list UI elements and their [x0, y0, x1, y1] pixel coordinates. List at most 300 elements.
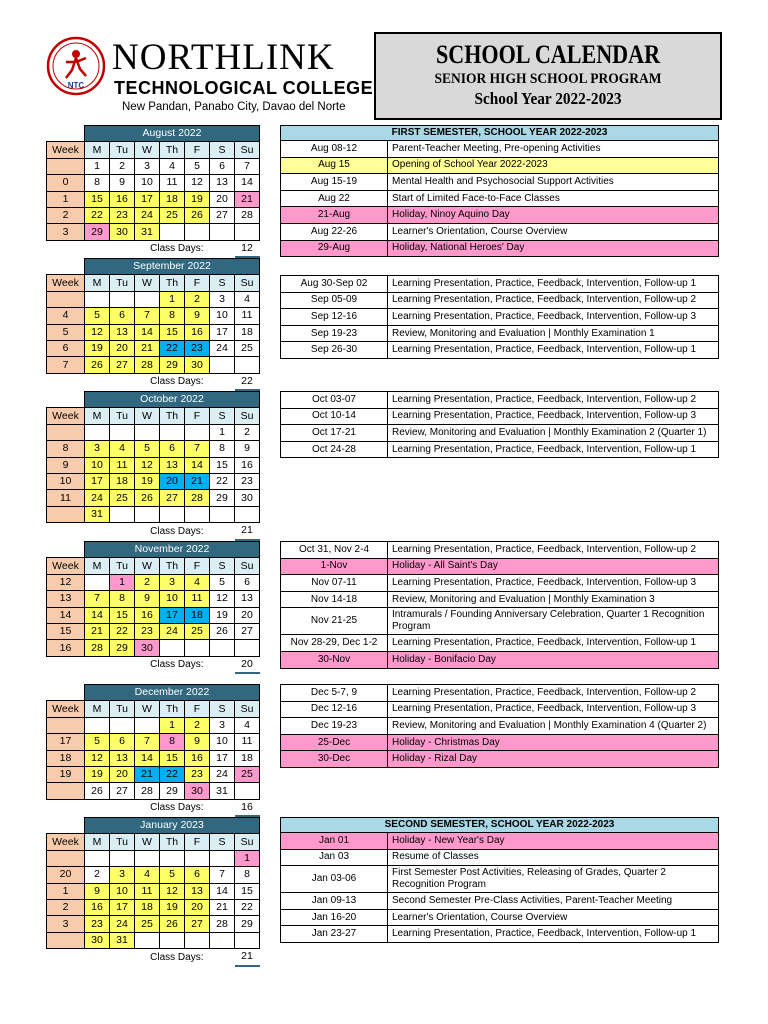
week-row	[47, 783, 260, 799]
day-cell: 5	[210, 574, 235, 590]
class-days-label: Class Days:	[150, 376, 204, 388]
day-cell: 16	[85, 899, 110, 915]
day-cell: 17	[135, 191, 160, 207]
day-header: W	[135, 408, 160, 424]
week-row	[47, 734, 260, 750]
day-cell: 30	[85, 932, 110, 948]
event-date: Nov 14-18	[281, 591, 388, 608]
month-title: September 2022	[85, 259, 260, 275]
day-cell: 25	[160, 207, 185, 223]
week-row	[47, 640, 260, 656]
day-cell: 6	[110, 308, 135, 324]
day-cell: 29	[110, 640, 135, 656]
day-cell	[160, 850, 185, 866]
day-cell: 23	[85, 916, 110, 932]
day-header: Su	[235, 408, 260, 424]
event-description: Learning Presentation, Practice, Feedback, Intervention, Follow-up 1	[388, 342, 719, 359]
event-description: Holiday - Rizal Day	[388, 751, 719, 768]
day-cell: 5	[85, 308, 110, 324]
week-row	[47, 175, 260, 191]
day-cell: 13	[110, 750, 135, 766]
class-days-label: Class Days:	[150, 659, 204, 671]
day-cell: 22	[85, 207, 110, 223]
semester-header: SECOND SEMESTER, SCHOOL YEAR 2022-2023	[281, 818, 719, 833]
week-number: 9	[47, 457, 85, 473]
event-date: Oct 10-14	[281, 408, 388, 425]
day-cell: 23	[185, 766, 210, 782]
event-description: Review, Monitoring and Evaluation | Monthly Examination 4 (Quarter 2)	[388, 718, 719, 735]
event-description: Learning Presentation, Practice, Feedback, Intervention, Follow-up 3	[388, 408, 719, 425]
day-cell: 14	[135, 750, 160, 766]
day-cell: 8	[160, 734, 185, 750]
day-cell: 1	[210, 424, 235, 440]
day-cell: 21	[85, 623, 110, 639]
month-calendar	[46, 541, 260, 674]
event-description: Resume of Classes	[388, 849, 719, 866]
event-description: Learning Presentation, Practice, Feedback, Intervention, Follow-up 2	[388, 392, 719, 409]
class-days-value: 16	[235, 799, 260, 816]
week-row	[47, 158, 260, 174]
day-header: Tu	[110, 142, 135, 158]
day-header: Su	[235, 834, 260, 850]
day-cell: 16	[185, 750, 210, 766]
day-cell	[185, 640, 210, 656]
day-cell: 28	[85, 640, 110, 656]
day-cell: 18	[110, 473, 135, 489]
day-cell	[160, 506, 185, 522]
day-cell: 10	[135, 175, 160, 191]
event-row	[281, 893, 719, 910]
event-description: Learning Presentation, Practice, Feedback, Intervention, Follow-up 1	[388, 926, 719, 943]
day-cell	[110, 850, 135, 866]
day-cell	[85, 291, 110, 307]
day-cell: 5	[185, 158, 210, 174]
day-cell: 15	[85, 191, 110, 207]
day-cell: 10	[85, 457, 110, 473]
event-date: Aug 15-19	[281, 174, 388, 191]
day-cell: 21	[135, 340, 160, 356]
day-cell: 25	[235, 766, 260, 782]
day-cell: 7	[235, 158, 260, 174]
day-cell: 1	[110, 574, 135, 590]
day-cell	[135, 717, 160, 733]
event-description: Learning Presentation, Practice, Feedback, Intervention, Follow-up 1	[388, 635, 719, 652]
day-cell: 19	[85, 340, 110, 356]
day-cell: 28	[185, 490, 210, 506]
day-cell: 13	[235, 591, 260, 607]
week-number	[47, 158, 85, 174]
event-table	[280, 817, 719, 943]
day-cell: 14	[135, 324, 160, 340]
day-cell: 6	[210, 158, 235, 174]
event-date: Nov 07-11	[281, 575, 388, 592]
day-cell	[235, 640, 260, 656]
day-cell: 12	[160, 883, 185, 899]
day-header: Su	[235, 142, 260, 158]
event-date: 30-Dec	[281, 751, 388, 768]
day-cell: 16	[235, 457, 260, 473]
week-number: 15	[47, 623, 85, 639]
day-cell: 27	[110, 357, 135, 373]
day-cell: 8	[160, 308, 185, 324]
week-row	[47, 490, 260, 506]
week-row	[47, 224, 260, 240]
day-cell: 7	[85, 591, 110, 607]
week-row	[47, 457, 260, 473]
day-cell: 2	[85, 867, 110, 883]
day-cell: 12	[85, 324, 110, 340]
event-date: Aug 15	[281, 157, 388, 174]
day-cell	[185, 224, 210, 240]
week-number: 8	[47, 441, 85, 457]
week-header: Week	[47, 558, 85, 574]
event-row	[281, 926, 719, 943]
day-cell	[85, 574, 110, 590]
day-cell: 16	[110, 191, 135, 207]
day-cell: 4	[160, 158, 185, 174]
day-cell: 31	[85, 506, 110, 522]
day-header: Th	[160, 142, 185, 158]
day-header: Tu	[110, 701, 135, 717]
event-date: Jan 03	[281, 849, 388, 866]
week-row	[47, 623, 260, 639]
event-row	[281, 392, 719, 409]
day-cell: 21	[235, 191, 260, 207]
day-cell: 4	[235, 291, 260, 307]
day-cell: 7	[135, 308, 160, 324]
college-subtitle: TECHNOLOGICAL COLLEGE	[114, 78, 374, 98]
event-row	[281, 276, 719, 293]
day-cell	[135, 291, 160, 307]
day-cell: 20	[160, 473, 185, 489]
week-header: Week	[47, 834, 85, 850]
day-cell	[160, 932, 185, 948]
day-cell: 13	[160, 457, 185, 473]
day-cell: 29	[235, 916, 260, 932]
day-cell: 15	[160, 324, 185, 340]
day-cell: 22	[210, 473, 235, 489]
day-cell	[185, 424, 210, 440]
week-row	[47, 574, 260, 590]
day-cell: 2	[185, 717, 210, 733]
day-cell: 24	[85, 490, 110, 506]
day-cell: 24	[160, 623, 185, 639]
event-date: 29-Aug	[281, 240, 388, 257]
day-cell	[235, 932, 260, 948]
day-cell: 8	[210, 441, 235, 457]
week-number: 17	[47, 734, 85, 750]
day-cell: 5	[160, 867, 185, 883]
week-row	[47, 867, 260, 883]
event-row	[281, 425, 719, 442]
event-row	[281, 325, 719, 342]
day-cell: 26	[210, 623, 235, 639]
event-description: Holiday - New Year's Day	[388, 833, 719, 850]
event-date: 21-Aug	[281, 207, 388, 224]
day-cell: 27	[110, 783, 135, 799]
day-cell: 14	[210, 883, 235, 899]
week-row	[47, 207, 260, 223]
day-cell: 24	[210, 340, 235, 356]
month-calendar	[46, 817, 260, 967]
day-header: M	[85, 701, 110, 717]
class-days-label: Class Days:	[150, 525, 204, 537]
event-description: Holiday - Bonifacio Day	[388, 651, 719, 668]
event-row	[281, 591, 719, 608]
day-cell: 9	[85, 883, 110, 899]
week-row	[47, 357, 260, 373]
day-cell: 27	[210, 207, 235, 223]
day-cell	[135, 932, 160, 948]
day-cell	[110, 291, 135, 307]
day-cell: 1	[85, 158, 110, 174]
month-calendar	[46, 125, 260, 258]
day-cell: 3	[160, 574, 185, 590]
event-date: Nov 28-29, Dec 1-2	[281, 635, 388, 652]
day-header: Th	[160, 558, 185, 574]
day-cell: 24	[210, 766, 235, 782]
week-number: 0	[47, 175, 85, 191]
day-cell: 26	[160, 916, 185, 932]
event-date: Dec 19-23	[281, 718, 388, 735]
week-row	[47, 308, 260, 324]
day-cell: 30	[185, 783, 210, 799]
day-cell	[110, 424, 135, 440]
event-table	[280, 275, 719, 359]
event-description: Holiday - All Saint's Day	[388, 558, 719, 575]
event-table	[280, 541, 719, 669]
day-cell: 10	[110, 883, 135, 899]
day-cell: 15	[160, 750, 185, 766]
event-row	[281, 141, 719, 158]
day-cell	[235, 783, 260, 799]
class-days-value: 20	[235, 656, 260, 673]
event-row	[281, 408, 719, 425]
class-days-label: Class Days:	[150, 951, 204, 963]
week-header: Week	[47, 142, 85, 158]
event-description: Parent-Teacher Meeting, Pre-opening Activities	[388, 141, 719, 158]
day-cell: 9	[135, 591, 160, 607]
day-cell: 18	[160, 191, 185, 207]
week-row	[47, 324, 260, 340]
month-calendar	[46, 258, 260, 391]
event-row	[281, 849, 719, 866]
day-cell: 13	[185, 883, 210, 899]
event-row	[281, 718, 719, 735]
week-header: Week	[47, 275, 85, 291]
day-cell: 27	[185, 916, 210, 932]
day-header: M	[85, 834, 110, 850]
class-days-label: Class Days:	[150, 802, 204, 814]
day-cell: 11	[135, 883, 160, 899]
day-header: Su	[235, 275, 260, 291]
event-description: Holiday - Christmas Day	[388, 734, 719, 751]
day-cell: 22	[160, 340, 185, 356]
week-row	[47, 932, 260, 948]
week-row	[47, 607, 260, 623]
day-cell	[235, 357, 260, 373]
week-number: 16	[47, 640, 85, 656]
day-header: Th	[160, 701, 185, 717]
week-number: 14	[47, 607, 85, 623]
day-cell: 17	[210, 324, 235, 340]
day-header: Th	[160, 408, 185, 424]
day-cell: 6	[110, 734, 135, 750]
day-header: W	[135, 558, 160, 574]
event-table	[280, 684, 719, 768]
event-date: 30-Nov	[281, 651, 388, 668]
day-cell: 29	[160, 783, 185, 799]
day-cell: 2	[235, 424, 260, 440]
day-header: Su	[235, 558, 260, 574]
event-description: Intramurals / Founding Anniversary Celebration, Quarter 1 Recognition Program	[388, 608, 719, 635]
week-row	[47, 424, 260, 440]
day-cell	[210, 506, 235, 522]
event-date: Sep 19-23	[281, 325, 388, 342]
event-description: Holiday, Ninoy Aquino Day	[388, 207, 719, 224]
week-row	[47, 473, 260, 489]
day-cell: 11	[235, 734, 260, 750]
day-cell: 3	[110, 867, 135, 883]
day-cell: 9	[110, 175, 135, 191]
day-cell: 26	[85, 783, 110, 799]
day-cell: 30	[135, 640, 160, 656]
day-cell: 25	[235, 340, 260, 356]
day-cell: 17	[85, 473, 110, 489]
day-cell: 5	[135, 441, 160, 457]
day-header: F	[185, 701, 210, 717]
day-cell: 25	[135, 916, 160, 932]
day-cell: 25	[185, 623, 210, 639]
event-table	[280, 391, 719, 458]
day-cell: 7	[185, 441, 210, 457]
day-cell: 4	[135, 867, 160, 883]
day-header: S	[210, 834, 235, 850]
day-cell: 16	[185, 324, 210, 340]
day-cell: 27	[160, 490, 185, 506]
svg-text:NTC: NTC	[67, 81, 85, 90]
week-number: 2	[47, 207, 85, 223]
day-cell: 20	[210, 191, 235, 207]
event-date: Aug 22-26	[281, 223, 388, 240]
event-row	[281, 701, 719, 718]
week-row	[47, 191, 260, 207]
event-description: Learning Presentation, Practice, Feedback, Intervention, Follow-up 2	[388, 292, 719, 309]
day-cell: 23	[235, 473, 260, 489]
day-cell: 12	[210, 591, 235, 607]
day-cell: 4	[235, 717, 260, 733]
event-date: Nov 21-25	[281, 608, 388, 635]
day-cell: 24	[110, 916, 135, 932]
day-cell: 15	[210, 457, 235, 473]
day-cell: 18	[185, 607, 210, 623]
day-cell: 30	[110, 224, 135, 240]
event-date: 25-Dec	[281, 734, 388, 751]
week-number	[47, 783, 85, 799]
week-row	[47, 899, 260, 915]
week-header: Week	[47, 408, 85, 424]
day-header: S	[210, 408, 235, 424]
day-cell: 4	[110, 441, 135, 457]
week-row	[47, 591, 260, 607]
day-header: W	[135, 142, 160, 158]
day-cell: 22	[235, 899, 260, 915]
event-row	[281, 608, 719, 635]
event-description: Review, Monitoring and Evaluation | Monthly Examination 1	[388, 325, 719, 342]
day-cell: 17	[160, 607, 185, 623]
day-cell	[185, 932, 210, 948]
week-number	[47, 850, 85, 866]
day-cell: 10	[210, 308, 235, 324]
week-row	[47, 750, 260, 766]
week-number: 10	[47, 473, 85, 489]
week-row	[47, 916, 260, 932]
day-cell: 17	[110, 899, 135, 915]
event-row	[281, 309, 719, 326]
day-cell: 3	[85, 441, 110, 457]
day-header: F	[185, 275, 210, 291]
day-cell	[135, 506, 160, 522]
day-header: M	[85, 275, 110, 291]
day-cell: 26	[135, 490, 160, 506]
day-cell: 6	[160, 441, 185, 457]
event-row	[281, 734, 719, 751]
month-title: November 2022	[85, 542, 260, 558]
day-cell	[85, 717, 110, 733]
week-number: 11	[47, 490, 85, 506]
day-cell: 25	[110, 490, 135, 506]
event-description: Holiday, National Heroes' Day	[388, 240, 719, 257]
month-title: January 2023	[85, 818, 260, 834]
day-cell: 19	[185, 191, 210, 207]
event-row	[281, 207, 719, 224]
event-description: Learning Presentation, Practice, Feedback, Intervention, Follow-up 2	[388, 542, 719, 559]
day-cell: 3	[210, 717, 235, 733]
day-cell: 6	[235, 574, 260, 590]
class-days-value: 22	[235, 373, 260, 390]
day-cell	[210, 640, 235, 656]
day-cell: 7	[210, 867, 235, 883]
day-cell: 15	[235, 883, 260, 899]
event-row	[281, 866, 719, 893]
day-cell: 29	[85, 224, 110, 240]
event-date: Oct 24-28	[281, 441, 388, 458]
day-cell: 29	[210, 490, 235, 506]
day-cell: 28	[135, 357, 160, 373]
week-number	[47, 506, 85, 522]
day-header: Tu	[110, 408, 135, 424]
day-header: S	[210, 558, 235, 574]
day-cell: 9	[235, 441, 260, 457]
day-header: W	[135, 701, 160, 717]
day-cell: 18	[235, 324, 260, 340]
day-cell: 20	[110, 766, 135, 782]
event-description: Learning Presentation, Practice, Feedback, Intervention, Follow-up 1	[388, 276, 719, 293]
event-date: Oct 31, Nov 2-4	[281, 542, 388, 559]
week-number: 12	[47, 574, 85, 590]
event-row	[281, 174, 719, 191]
day-cell	[185, 850, 210, 866]
week-row	[47, 441, 260, 457]
day-cell: 21	[185, 473, 210, 489]
college-name: NORTHLINK	[112, 37, 335, 78]
day-header: Th	[160, 834, 185, 850]
day-header: M	[85, 142, 110, 158]
day-cell: 29	[160, 357, 185, 373]
day-header: S	[210, 275, 235, 291]
event-row	[281, 575, 719, 592]
day-cell: 22	[110, 623, 135, 639]
